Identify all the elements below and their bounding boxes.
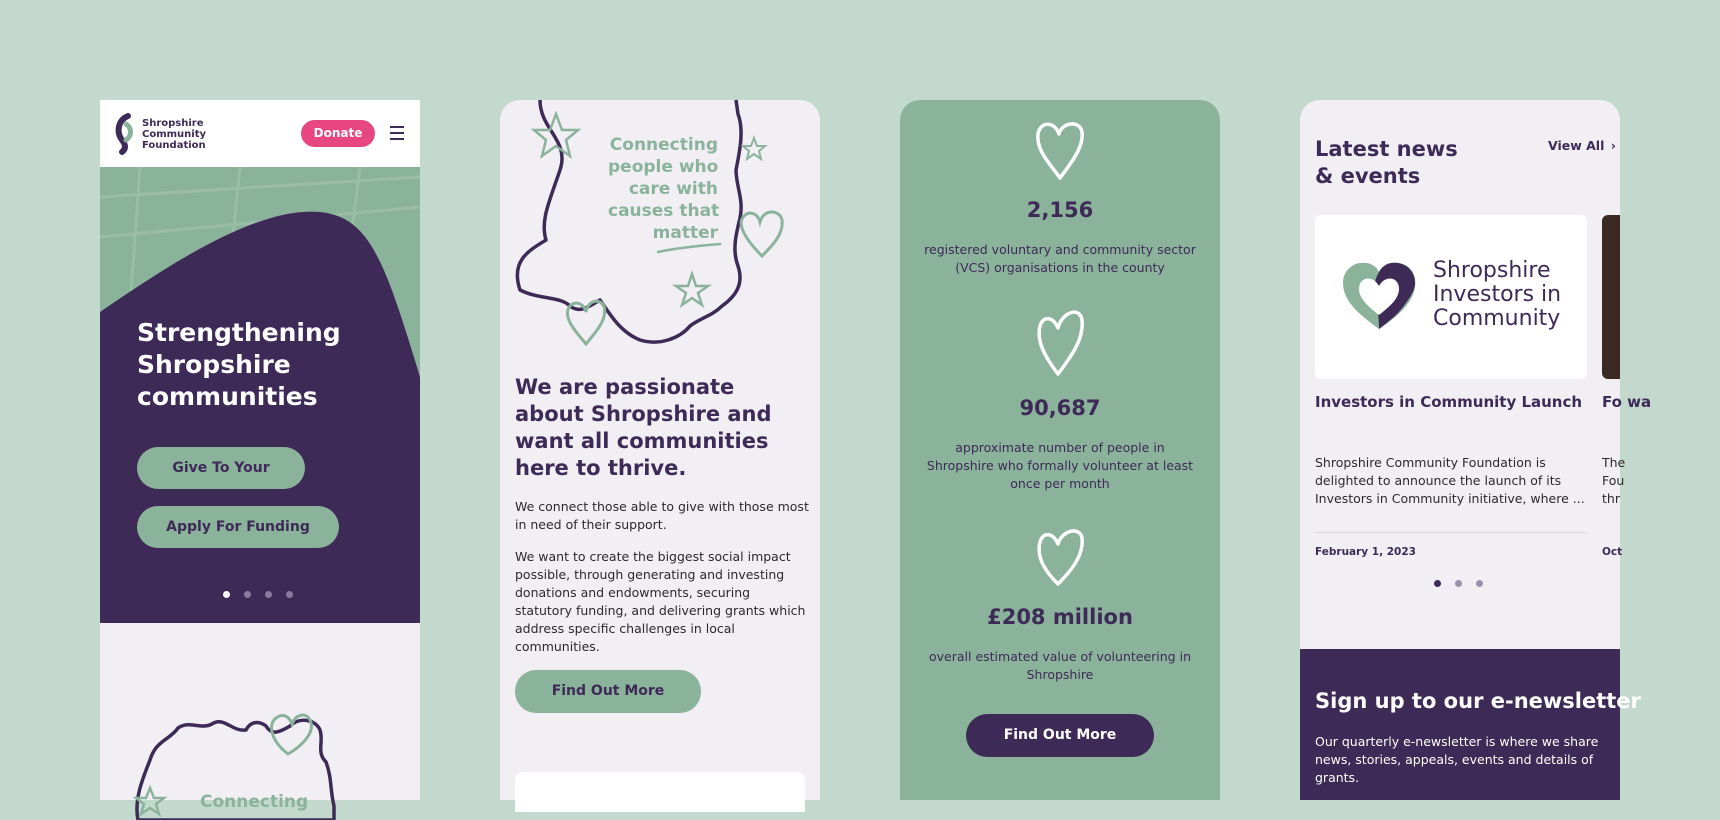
section-title-line: & events <box>1315 164 1421 188</box>
news-card-title[interactable]: Investors in Community Launch <box>1315 393 1583 411</box>
investors-logo-line: Investors in <box>1433 282 1562 307</box>
map-tagline-peek: Connecting <box>200 792 309 812</box>
hamburger-icon[interactable] <box>390 126 404 140</box>
stat-description: approximate number of people in Shropshire who formally volunteer at least once per month <box>926 440 1194 491</box>
stat-number: 2,156 <box>1026 198 1094 222</box>
section-title <box>1315 136 1458 190</box>
news-card-image[interactable] <box>1315 215 1587 379</box>
news-card-date: February 1, 2023 <box>1315 546 1416 558</box>
heart-icon <box>1032 118 1088 182</box>
about-paragraph: We want to create the biggest social impact possible, through generating and investing donations and endowments, securing statutory funding, and delivering grants which address specific challenges in local communities. <box>515 549 806 654</box>
carousel-dot[interactable] <box>244 591 251 598</box>
find-out-more-button[interactable]: Find Out More <box>515 670 701 713</box>
hero-title: Strengthening Shropshire communities <box>137 318 341 411</box>
view-all-label: View All <box>1548 138 1605 153</box>
underline-doodle <box>658 244 720 252</box>
chevron-right-icon: › <box>1610 138 1616 153</box>
stat-description: overall estimated value of volunteering in Shropshire <box>929 649 1191 682</box>
tagline-line: Connecting <box>609 135 718 155</box>
news-card-image-peek[interactable] <box>1602 215 1620 379</box>
about-paragraph: We connect those able to give with those most in need of their support. <box>515 499 809 532</box>
carousel-dot[interactable] <box>265 591 272 598</box>
carousel-dot-active[interactable] <box>223 591 230 598</box>
tagline-line: people who <box>608 157 719 177</box>
newsletter-text: Our quarterly e-newsletter is where we share news, stories, appeals, events and details of grants. <box>1315 734 1599 785</box>
heart-icon <box>1032 524 1088 588</box>
apply-for-funding-button[interactable]: Apply For Funding <box>137 506 339 548</box>
stat-description: registered voluntary and community sector (VCS) organisations in the county <box>924 242 1196 275</box>
stat-number: £208 million <box>987 605 1133 629</box>
logo-line: Community <box>142 129 207 140</box>
carousel-dot-active[interactable] <box>1434 580 1441 587</box>
carousel-dots <box>223 591 293 598</box>
news-card-excerpt-peek: The Fou thr <box>1602 455 1626 506</box>
mobile-screen-stats <box>900 100 1220 800</box>
star-doodle <box>676 274 708 305</box>
tagline <box>608 134 718 244</box>
find-out-more-button[interactable]: Find Out More <box>966 714 1154 757</box>
investors-logo-line: Community <box>1433 306 1561 331</box>
star-doodle <box>534 114 578 156</box>
logo-text[interactable] <box>142 118 206 151</box>
carousel-dot[interactable] <box>1476 580 1483 587</box>
logo-line: Shropshire <box>142 118 204 129</box>
tagline-line: causes that <box>608 201 720 221</box>
about-heading: We are passionate about Shropshire and want all communities here to thrive. <box>515 375 772 480</box>
news-card-date-peek: Oct <box>1602 546 1623 558</box>
carousel-dot[interactable] <box>286 591 293 598</box>
divider <box>1315 532 1587 533</box>
card-peek <box>515 772 805 812</box>
carousel-dot[interactable] <box>1455 580 1462 587</box>
section-title-line: Latest news <box>1315 137 1458 161</box>
site-header <box>100 100 420 167</box>
stat-number: 90,687 <box>1019 396 1101 420</box>
heart-logo-icon <box>1339 259 1419 333</box>
newsletter-title: Sign up to our e-newsletter <box>1315 689 1641 713</box>
mobile-screen-news <box>1300 100 1652 800</box>
heart-icon <box>1032 304 1088 378</box>
investors-logo-text <box>1433 259 1561 331</box>
donate-button[interactable]: Donate <box>301 120 375 147</box>
heart-doodle <box>741 212 782 256</box>
mobile-screen-about <box>500 100 820 800</box>
carousel-dots <box>1434 580 1483 587</box>
tagline-line: matter <box>652 223 718 243</box>
logo-line: Foundation <box>142 140 206 151</box>
newsletter-section <box>1300 649 1641 800</box>
news-card-title-peek[interactable]: Fo wa <box>1602 393 1652 411</box>
tagline-line: care with <box>628 179 718 199</box>
investors-logo-line: Shropshire <box>1433 258 1551 283</box>
mobile-screen-home-hero <box>100 100 420 812</box>
hero-banner <box>100 167 420 623</box>
logo-mark-icon[interactable] <box>114 114 140 154</box>
star-doodle <box>743 138 765 159</box>
news-card-excerpt: Shropshire Community Foundation is delighted to announce the launch of its Investors in Community initiative, where ... <box>1315 455 1585 506</box>
view-all-link[interactable] <box>1548 138 1616 153</box>
give-to-your-community-button[interactable]: Give To Your <box>137 447 305 489</box>
